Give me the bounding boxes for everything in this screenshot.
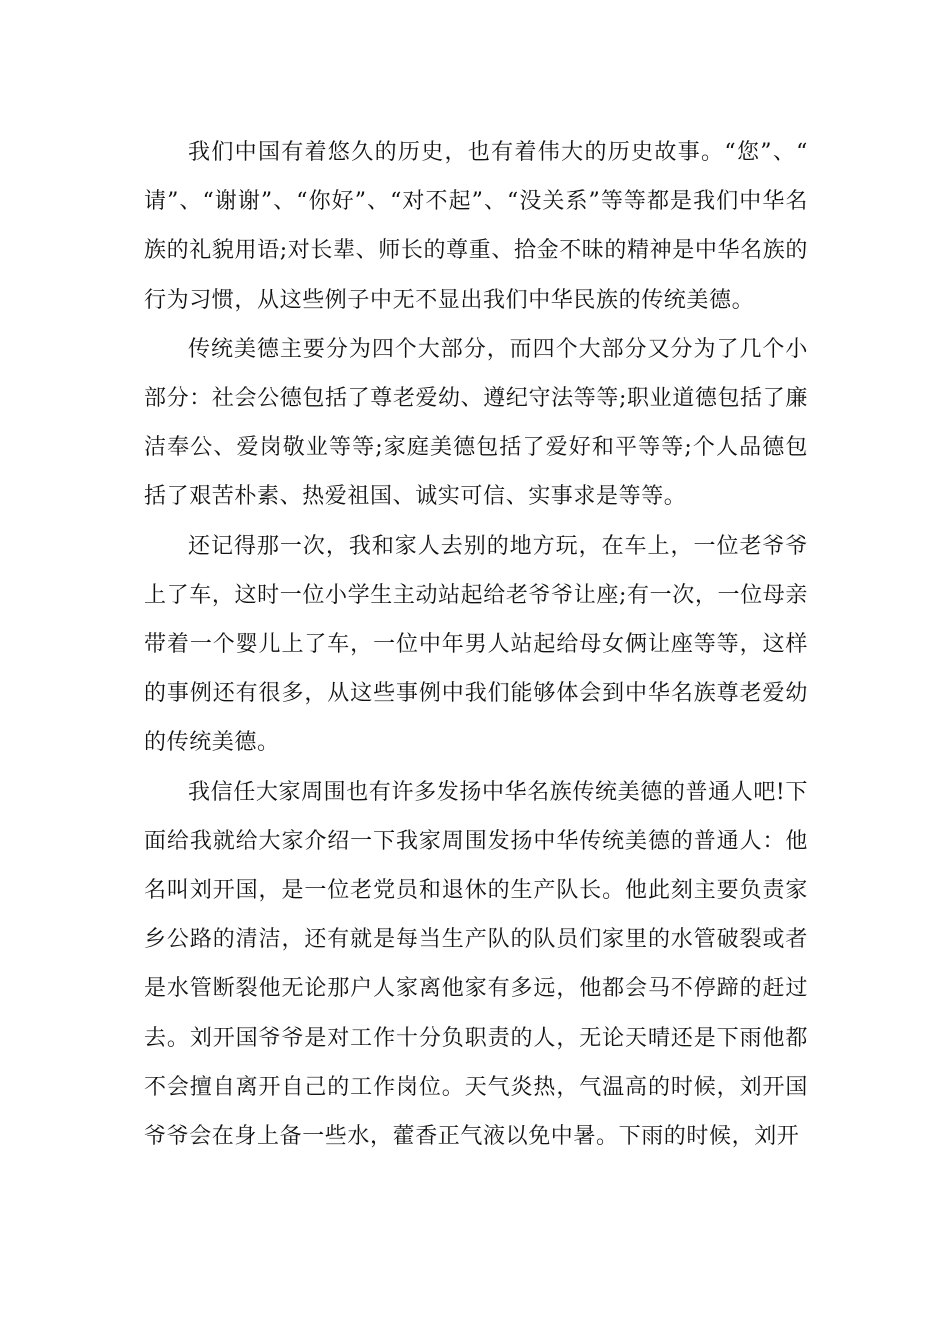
- paragraph-1: 我们中国有着悠久的历史，也有着伟大的历史故事。“您”、“请”、“谢谢”、“你好”、“对不起”、“没关系”等等都是我们中华名族的礼貌用语;对长辈、师长的尊重、拾金不昧的精神是中华名族的行为习惯，从这些例子中无不显出我们中华民族的传统美德。: [144, 140, 808, 313]
- paragraph-4: 我信任大家周围也有许多发扬中华名族传统美德的普通人吧!下面给我就给大家介绍一下我家周围发扬中华传统美德的普通人：他名叫刘开国，是一位老党员和退休的生产队长。他此刻主要负责家乡公路的清洁，还有就是每当生产队的队员们家里的水管破裂或者是水管断裂他无论那户人家离他家有多远，他都会马不停蹄的赶过去。刘开国爷爷是对工作十分负职责的人，无论天晴还是下雨他都不会擅自离开自己的工作岗位。天气炎热，气温高的时候，刘开国爷爷会在身上备一些水，藿香正气液以免中暑。下雨的时候，刘开: [144, 779, 808, 1150]
- paragraph-3: 还记得那一次，我和家人去别的地方玩，在车上，一位老爷爷上了车，这时一位小学生主动站起给老爷爷让座;有一次，一位母亲带着一个婴儿上了车，一位中年男人站起给母女俩让座等等，这样的事例还有很多，从这些事例中我们能够体会到中华名族尊老爱幼的传统美德。: [144, 533, 808, 756]
- paragraph-2: 传统美德主要分为四个大部分，而四个大部分又分为了几个小部分：社会公德包括了尊老爱幼、遵纪守法等等;职业道德包括了廉洁奉公、爱岗敬业等等;家庭美德包括了爱好和平等等;个人品德包括了艰苦朴素、热爱祖国、诚实可信、实事求是等等。: [144, 336, 808, 510]
- document-body: [144, 128, 808, 1161]
